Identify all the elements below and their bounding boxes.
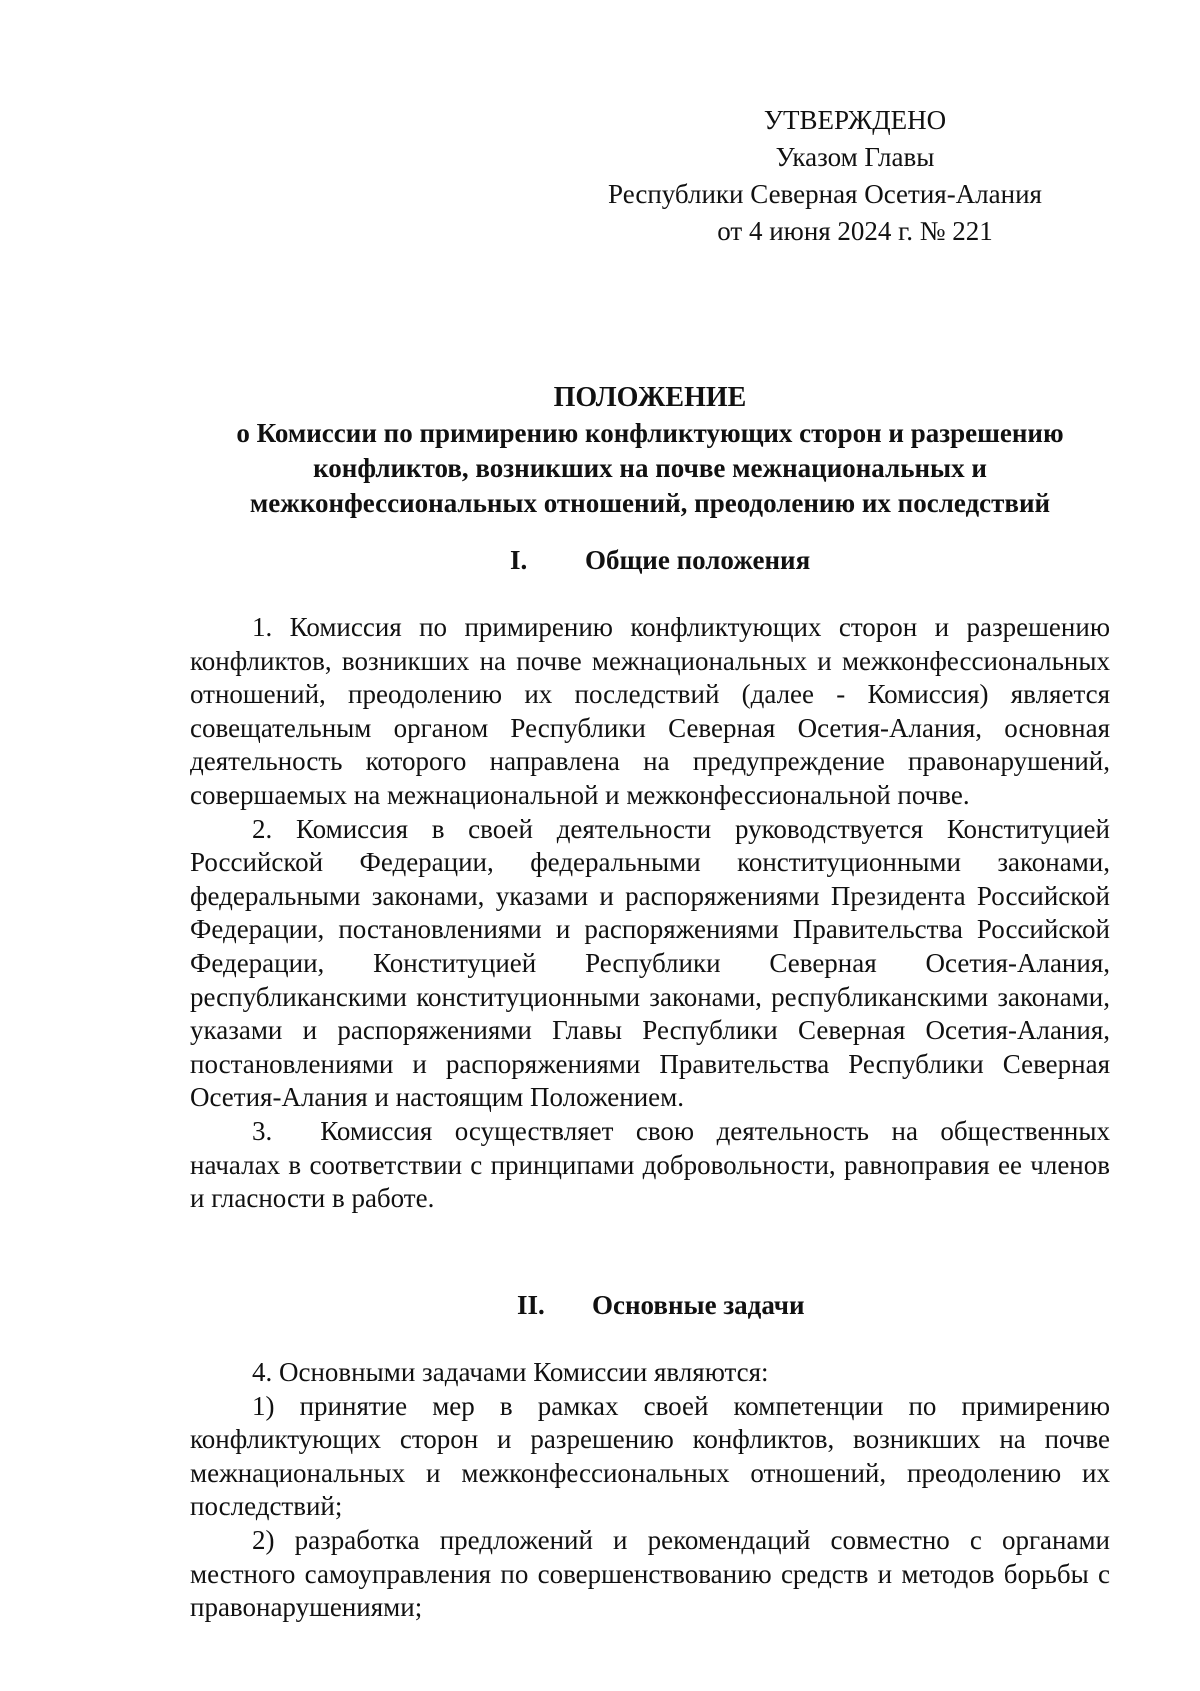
paragraph-3-text: Комиссия осуществляет свою деятельность на общественных началах в соответствии с принципами добровольности, равноправия ее членов и гласности в работе.	[190, 1115, 1110, 1214]
paragraph-1: 1. Комиссия по примирению конфликтующих сторон и разрешению конфликтов, возникших на почве межнациональных и межконфессиональных отношений, преодолению их последствий (далее - Комиссия) является совещательным органом Республики Северная Осетия-Алания, основная деятельность которого направлена на предупреждение правонарушений, совершаемых на межнациональной и межконфессиональной почве.	[190, 612, 1110, 810]
section-heading-tasks	[190, 1288, 1110, 1324]
approval-decree: Указом Главы	[775, 142, 935, 172]
document-heading	[190, 380, 1110, 521]
approval-stamp	[560, 102, 1090, 250]
document-subtitle-line-3: межконфессиональных отношений, преодолению их последствий	[249, 488, 1051, 518]
section-heading-general	[190, 543, 1110, 579]
approval-authority: Республики Северная Осетия-Алания	[608, 179, 1042, 209]
paragraph-2: 2. Комиссия в своей деятельности руководствуется Конституцией Российской Федерации, федеральными конституционными законами, федеральными законами, указами и распоряжениями Президента Российской Федерации, постановлениями и распоряжениями Правительства Российской Федерации, Конституцией Республики Северная Осетия-Алания, республиканскими конституционными законами, республиканскими законами, указами и распоряжениями Главы Республики Северная Осетия-Алания, постановлениями и распоряжениями Правительства Республики Северная Осетия-Алания и настоящим Положением.	[190, 813, 1110, 1113]
section-general-body	[190, 611, 1110, 1216]
section-number: II.	[517, 1290, 545, 1320]
paragraph-3	[190, 1115, 1110, 1216]
approval-status: УТВЕРЖДЕНО	[763, 105, 947, 135]
section-number: I.	[510, 545, 528, 575]
approval-date-number: от 4 июня 2024 г. № 221	[717, 216, 993, 246]
document-subtitle-line-1: о Комиссии по примирению конфликтующих сторон и разрешению	[236, 418, 1064, 448]
document-subtitle-line-2: конфликтов, возникших на почве межнациональных и	[313, 453, 987, 483]
task-item-1: 1) принятие мер в рамках своей компетенции по примирению конфликтующих сторон и разрешению конфликтов, возникших на почве межнациональных и межконфессиональных отношений, преодолению их последствий;	[190, 1390, 1110, 1522]
section-title: Общие положения	[585, 545, 811, 575]
paragraph-4: 4. Основными задачами Комиссии являются:	[252, 1357, 769, 1387]
paragraph-3-number: 3.	[252, 1115, 273, 1146]
document-title: ПОЛОЖЕНИЕ	[553, 382, 747, 413]
task-item-2: 2) разработка предложений и рекомендаций совместно с органами местного самоуправления по совершенствованию средств и методов борьбы с правонарушениями;	[190, 1524, 1110, 1623]
section-title: Основные задачи	[592, 1290, 805, 1320]
section-tasks-body	[190, 1356, 1110, 1625]
